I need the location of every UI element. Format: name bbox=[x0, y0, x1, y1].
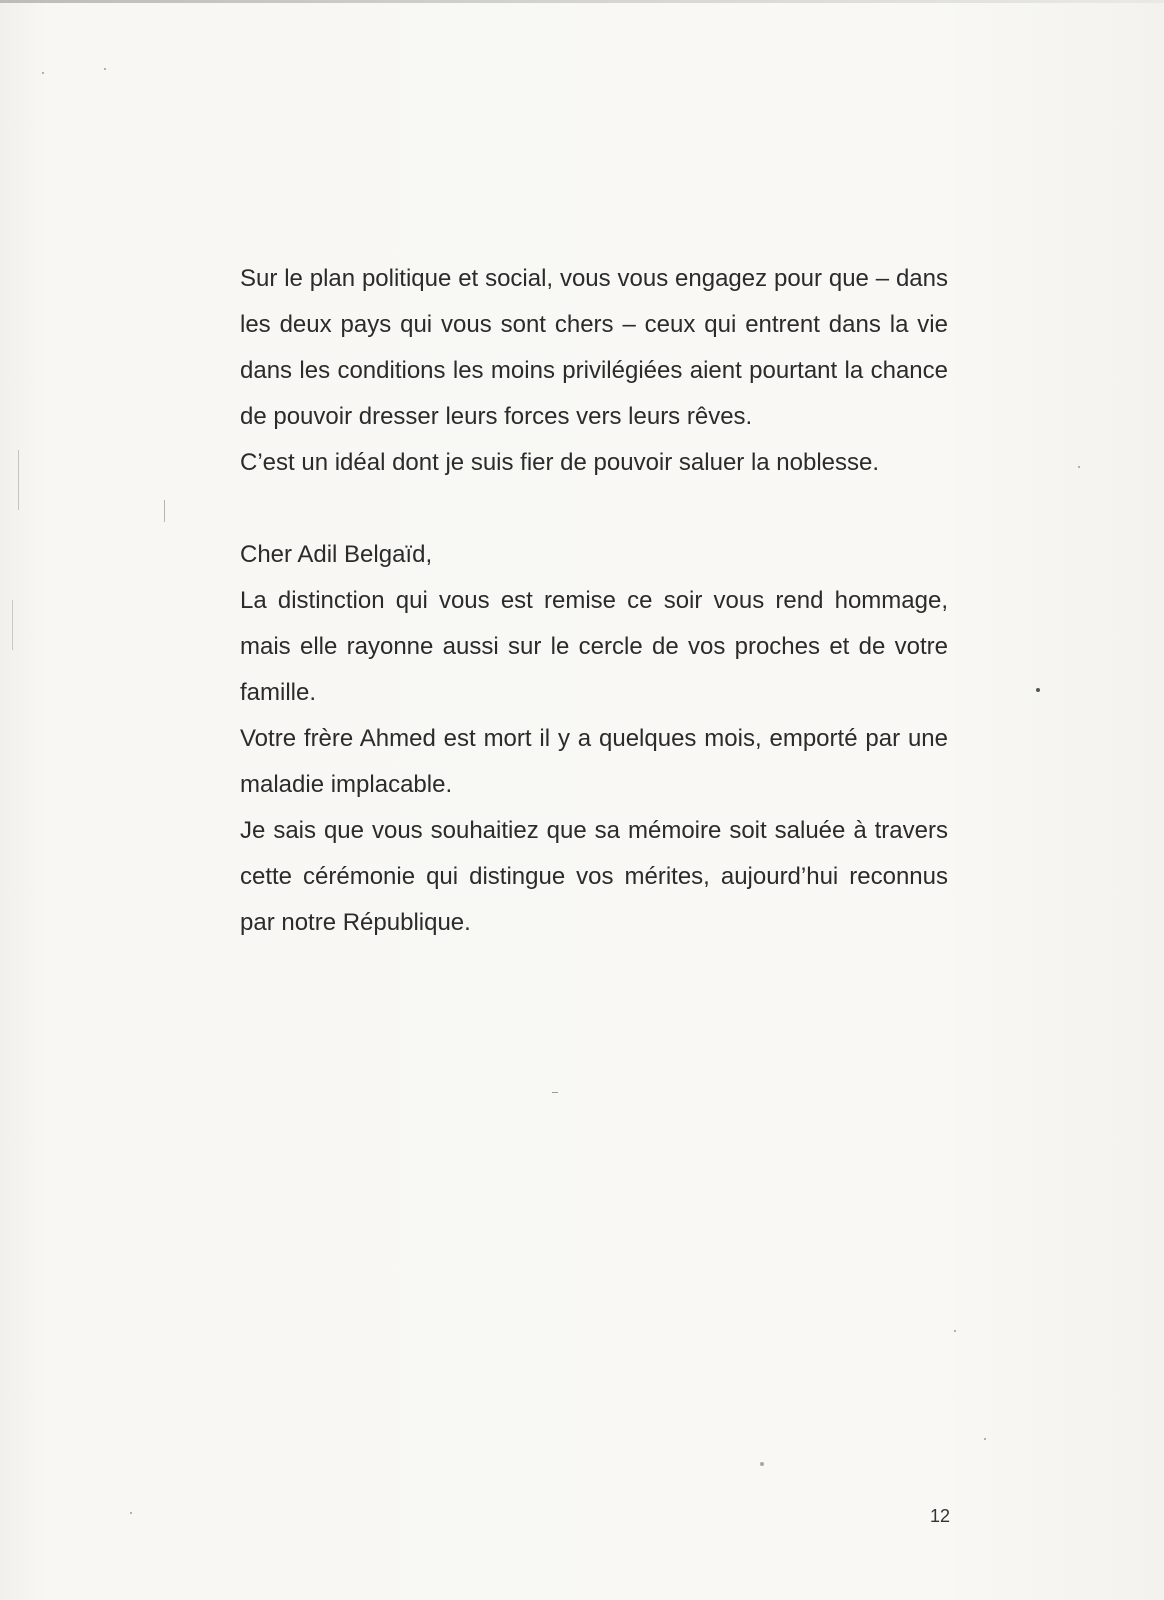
paragraph-memory: Je sais que vous souhaitiez que sa mémoire soit saluée à travers cette cérémonie qui distingue vos mérites, aujourd’hui reconnus par notre République. bbox=[240, 817, 948, 936]
scan-speck bbox=[760, 1462, 764, 1466]
scan-top-edge bbox=[0, 0, 1164, 3]
page-number: 12 bbox=[930, 1506, 951, 1526]
scan-speck bbox=[954, 1330, 956, 1332]
scan-speck bbox=[104, 68, 106, 70]
paragraph-engagement: Sur le plan politique et social, vous vous engagez pour que – dans les deux pays qui vous sont chers – ceux qui entrent dans la vie dans les conditions les moins privilégiées aient pourtant la chance de pouvoir dresser leurs forces vers leurs rêves. bbox=[240, 265, 948, 430]
scan-speck bbox=[164, 500, 165, 522]
scan-speck bbox=[18, 450, 19, 510]
salutation: Cher Adil Belgaïd, bbox=[240, 541, 433, 568]
scan-speck bbox=[42, 72, 44, 74]
scan-speck bbox=[984, 1438, 986, 1440]
paragraph-distinction: La distinction qui vous est remise ce soir vous rend hommage, mais elle rayonne aussi sur le cercle de vos proches et de votre famille. bbox=[240, 587, 948, 706]
paragraph-gap bbox=[240, 486, 948, 532]
document-body bbox=[240, 256, 948, 946]
scan-speck bbox=[130, 1512, 132, 1514]
scan-speck bbox=[552, 1092, 558, 1093]
scan-speck bbox=[1078, 466, 1080, 468]
scan-speck bbox=[12, 600, 13, 650]
scan-speck bbox=[1036, 688, 1040, 692]
paragraph-ideal: C’est un idéal dont je suis fier de pouvoir saluer la noblesse. bbox=[240, 449, 880, 476]
paragraph-brother: Votre frère Ahmed est mort il y a quelques mois, emporté par une maladie implacable. bbox=[240, 725, 948, 798]
